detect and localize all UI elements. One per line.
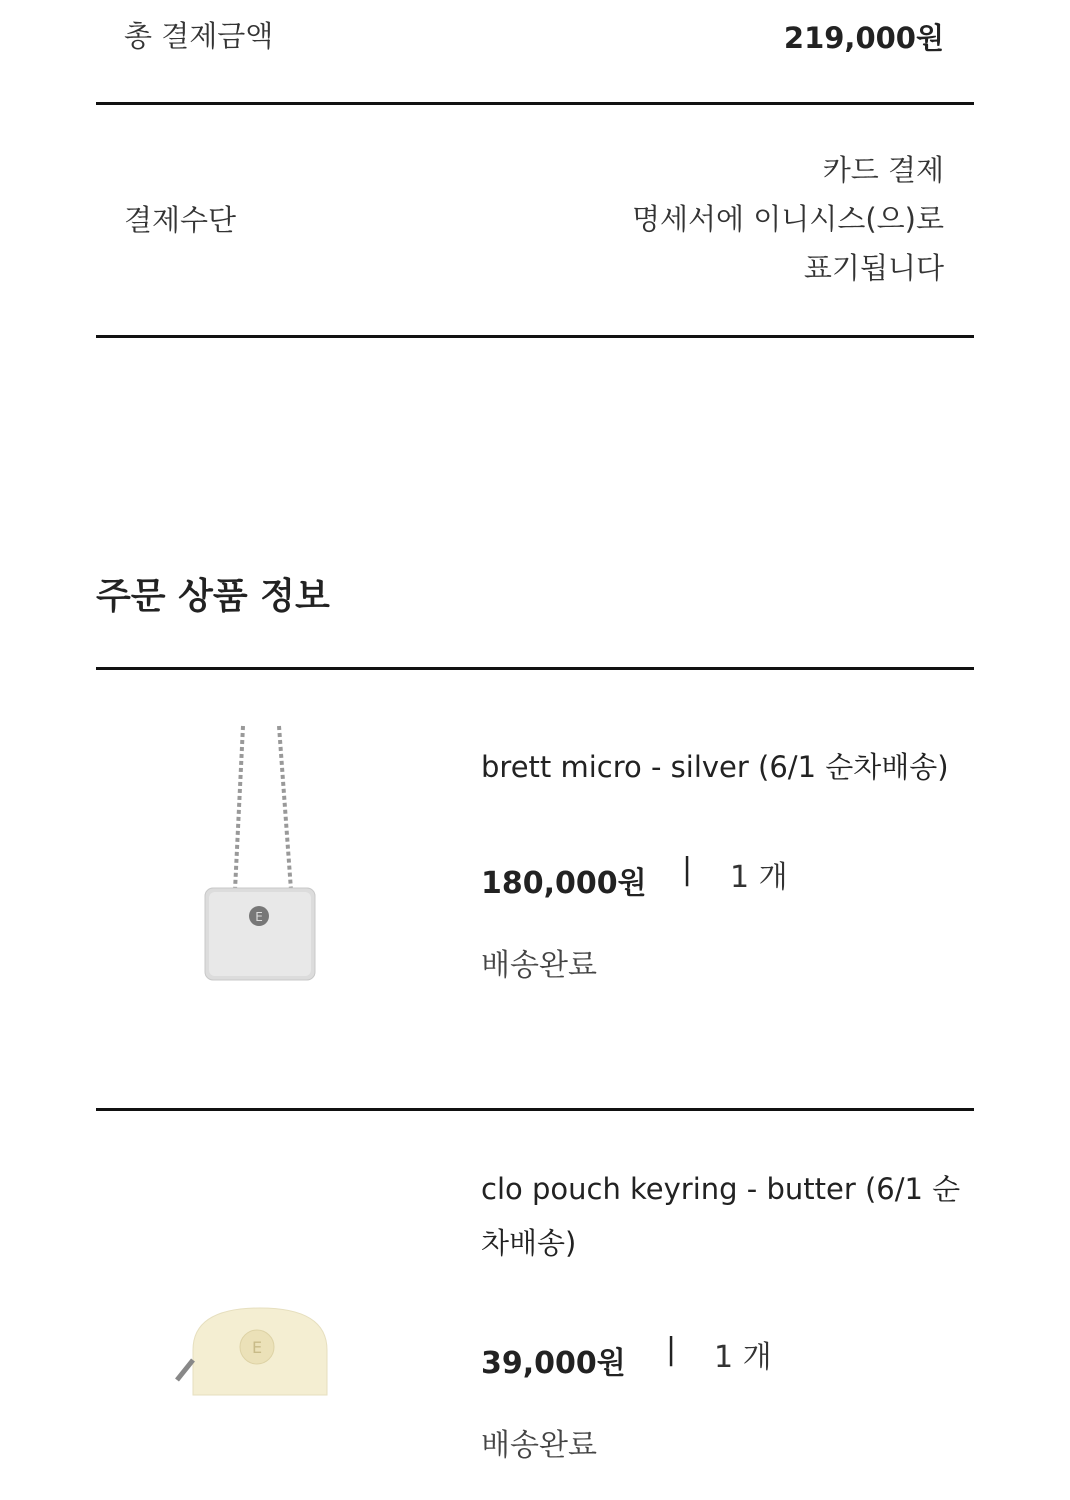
product-quantity: 1 개: [730, 860, 788, 895]
section-title: 주문 상품 정보: [96, 576, 330, 617]
delivery-status: 배송완료: [481, 1428, 597, 1463]
product-quantity: 1 개: [714, 1340, 772, 1375]
product-name[interactable]: clo pouch keyring - butter (6/1 순차배송): [481, 1172, 961, 1260]
product-price: 39,000원: [481, 1346, 626, 1381]
payment-method-line: 표기됩니다: [803, 251, 944, 285]
delivery-status: 배송완료: [481, 948, 597, 983]
payment-method-line: 카드 결제: [822, 153, 944, 187]
divider: [96, 667, 974, 670]
payment-method-line: 명세서에 이니시스(으)로: [632, 202, 944, 236]
divider: [96, 1108, 974, 1111]
total-amount-label: 총 결제금액: [124, 19, 274, 53]
product-image-butter-pouch-keyring[interactable]: [165, 1300, 335, 1400]
divider: [96, 335, 974, 338]
payment-method-value: [632, 146, 944, 293]
svg-text:E: E: [255, 910, 263, 924]
product-price: 180,000원: [481, 866, 647, 901]
divider: [96, 102, 974, 105]
product-name[interactable]: brett micro - silver (6/1 순차배송): [481, 750, 949, 784]
product-image-silver-chain-pouch[interactable]: [195, 720, 325, 990]
payment-method-label: 결제수단: [124, 203, 237, 237]
total-amount-value: 219,000원: [783, 21, 944, 55]
svg-text:E: E: [251, 1338, 263, 1357]
separator: |: [682, 852, 693, 887]
separator: |: [666, 1332, 677, 1367]
